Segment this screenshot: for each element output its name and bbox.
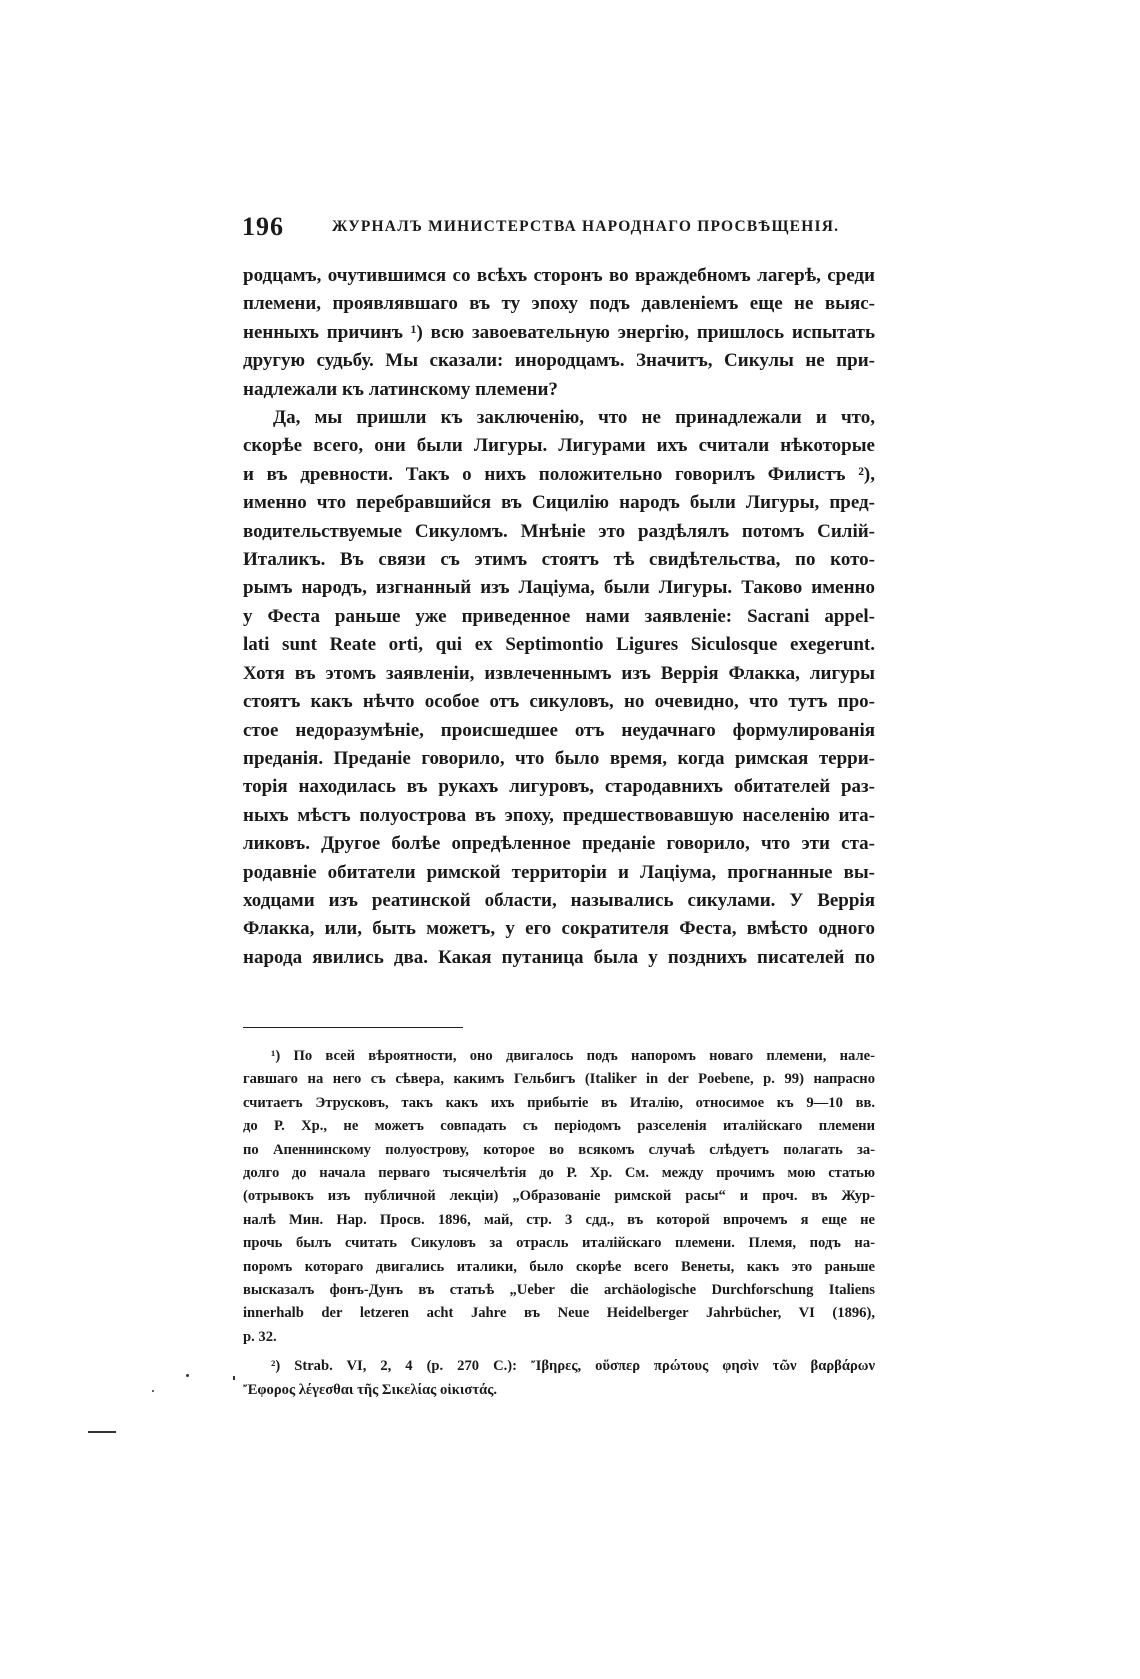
text-line: преданія. Преданіе говорило, что было время, когда римская терри- <box>243 747 875 769</box>
text-line: скорѣе всего, они были Лигуры. Лигурами ихъ считали нѣкоторые <box>243 435 875 457</box>
text-line: стоятъ какъ нѣчто особое отъ сикуловъ, но очевидно, что тутъ про- <box>243 691 875 713</box>
text-line: Да, мы пришли къ заключенію, что не принадлежали и что, <box>273 407 875 429</box>
footnote-line: считаетъ Этрусковъ, такъ какъ ихъ прибытіе въ Италію, относимое къ 9—10 вв. <box>243 1094 875 1111</box>
footnote-line: ¹) По всей вѣроятности, оно двигалось подъ напоромъ новаго племени, нале- <box>271 1048 875 1064</box>
text-line: Флакка, или, быть можетъ, у его сократителя Феста, вмѣсто одного <box>243 918 875 940</box>
text-line: родцамъ, очутившимся со всѣхъ сторонъ во враждебномъ лагерѣ, среди <box>243 265 875 286</box>
text-line: ненныхъ причинъ ¹) всю завоевательную энергію, пришлось испытать <box>243 321 875 343</box>
scan-speck <box>186 1374 189 1377</box>
footnote-1 <box>243 1045 875 1349</box>
journal-title: ЖУРНАЛЪ МИНИСТЕРСТВА НАРОДНАГО ПРОСВѢЩЕНІЯ. <box>332 218 840 235</box>
paragraph-2 <box>243 404 875 972</box>
text-line: Хотя въ этомъ заявленіи, извлеченнымъ изъ Веррія Флакка, лигуры <box>243 662 875 684</box>
page-number: 196 <box>242 212 284 241</box>
text-line: Италикъ. Въ связи съ этимъ стоятъ тѣ свидѣтельства, по кото- <box>243 549 875 571</box>
text-line: торія находилась въ рукахъ лигуровъ, стародавнихъ обитателей раз- <box>243 776 875 798</box>
text-line: именно что перебравшийся въ Сицилію народъ были Лигуры, пред- <box>243 492 875 514</box>
scan-speck <box>233 1376 235 1380</box>
text-line: ходцами изъ реатинской области, назывались сикулами. У Веррія <box>243 889 875 911</box>
text-line: племени, проявлявшаго въ ту эпоху подъ давленіемъ еще не выяс- <box>243 293 875 315</box>
text-line: народа явились два. Какая путаница была у позднихъ писателей по <box>243 946 875 968</box>
running-head <box>242 212 882 242</box>
scan-speck <box>152 1390 154 1392</box>
footnote-line: долго до начала перваго тысячелѣтія до Р. Хр. См. между прочимъ мою статью <box>243 1165 875 1182</box>
footnote-2 <box>243 1355 875 1402</box>
scan-dash-mark <box>88 1431 116 1433</box>
footnote-line: поромъ котораго двигались италики, было скорѣе всего Венеты, какъ это раньше <box>243 1258 875 1275</box>
text-line: и въ древности. Такъ о нихъ положительно говорилъ Филистъ ²), <box>243 463 875 485</box>
text-line: стое недоразумѣніе, происшедшее отъ неудачнаго формулированія <box>243 719 875 741</box>
footnote-line: налѣ Мин. Нар. Просв. 1896, май, стр. 3 сдд., въ которой впрочемъ я еще не <box>243 1211 875 1228</box>
text-line: ликовъ. Другое болѣе опредѣленное преданіе говорило, что эти ста- <box>243 833 875 855</box>
footnotes <box>243 1045 875 1402</box>
text-line: надлежали къ латинскому племени? <box>243 378 558 400</box>
footnote-line: innerhalb der letzeren acht Jahre въ Neue Heidelberger Jahrbücher, VI (1896), <box>243 1305 875 1322</box>
text-line: родавніе обитатели римской территоріи и Лаціума, прогнанные вы- <box>243 861 875 883</box>
footnote-line: высказалъ фонъ-Дунъ въ статьѣ „Ueber die archäologische Durchforschung Italiens <box>243 1282 875 1299</box>
footnote-line: Ἔφορος λέγεσθαι τῆς Σικελίας οἰκιστάς. <box>243 1381 498 1398</box>
footnote-line: гавшаго на него съ сѣвера, какимъ Гельбигъ (Italiker in der Poebene, p. 99) напрасно <box>243 1071 875 1088</box>
footnote-line: прочь былъ считать Сикуловъ за отрасль италійскаго племени. Племя, подъ на- <box>243 1235 875 1252</box>
text-line: водительствуемые Сикуломъ. Мнѣніе это раздѣлялъ потомъ Силій- <box>243 520 875 542</box>
footnote-line: до Р. Хр., не можетъ совпадать съ періодомъ разселенія италійскаго племени <box>243 1118 875 1135</box>
text-line: рымъ народъ, изгнанный изъ Лаціума, были Лигуры. Таково именно <box>243 577 875 599</box>
footnote-line: p. 32. <box>243 1328 277 1345</box>
text-line: ныхъ мѣстъ полуострова въ эпоху, предшествовавшую населенію ита- <box>243 804 875 826</box>
main-text <box>243 262 875 972</box>
footnote-line: ²) Strab. VI, 2, 4 (p. 270 C.): Ἴβηρες, οὕσπερ πρώτους φησὶν τῶν βαρβάρων <box>271 1358 875 1375</box>
text-line: lati sunt Reate orti, qui ex Septimontio Ligures Siculosque exegerunt. <box>243 634 875 656</box>
paragraph-1 <box>243 262 875 404</box>
text-line: другую судьбу. Мы сказали: инородцамъ. Значитъ, Сикулы не при- <box>243 350 875 372</box>
footnote-line: (отрывокъ изъ публичной лекціи) „Образованіе римской расы“ и проч. въ Жур- <box>243 1188 875 1205</box>
footnote-separator <box>243 1027 463 1028</box>
footnote-line: по Апеннинскому полуострову, которое во всякомъ случаѣ слѣдуетъ полагать за- <box>243 1141 875 1158</box>
text-line: у Феста раньше уже приведенное нами заявленіе: Sacrani appel- <box>243 605 875 627</box>
